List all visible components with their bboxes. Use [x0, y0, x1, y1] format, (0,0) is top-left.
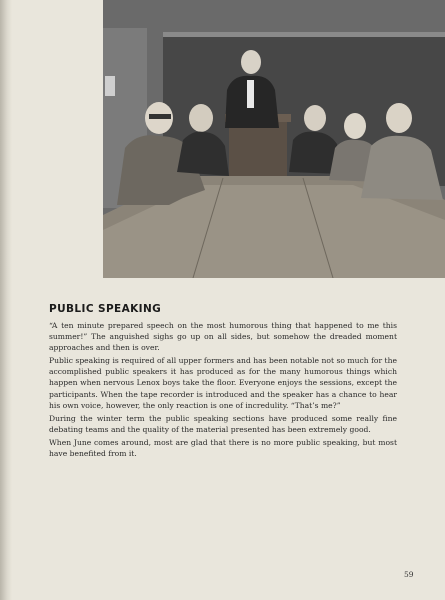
- article-heading: PUBLIC SPEAKING: [49, 303, 162, 315]
- page-number: 59: [404, 570, 414, 579]
- article-paragraph: “A ten minute prepared speech on the most humorous thing that happened to me this summer!” The anguished sighs go up on all sides, but somehow the dreaded moment approaches and then is over.: [49, 321, 397, 353]
- page-gutter-shadow: [0, 0, 12, 600]
- article-paragraph: Public speaking is required of all upper formers and has been notable not so much for the accomplished public speakers it has produced as for the many humorous things which happen when nervous Lenox boys take the floor. Everyone enjoys the sessions, except the participants. When the tape recorder is introduced and the speaker has a chance to hear his own voice, however, the only reaction is one of incredulity. “That’s me?”: [49, 356, 397, 410]
- article-paragraph: When June comes around, most are glad that there is no more public speaking, but most have benefited from it.: [49, 437, 397, 459]
- photo-students-at-table: [103, 0, 445, 278]
- photo-illustration: [103, 0, 445, 278]
- article-body: [49, 320, 397, 461]
- article-paragraph: During the winter term the public speaking sections have produced some really fine debating teams and the quality of the material presented has been extremely good.: [49, 413, 397, 434]
